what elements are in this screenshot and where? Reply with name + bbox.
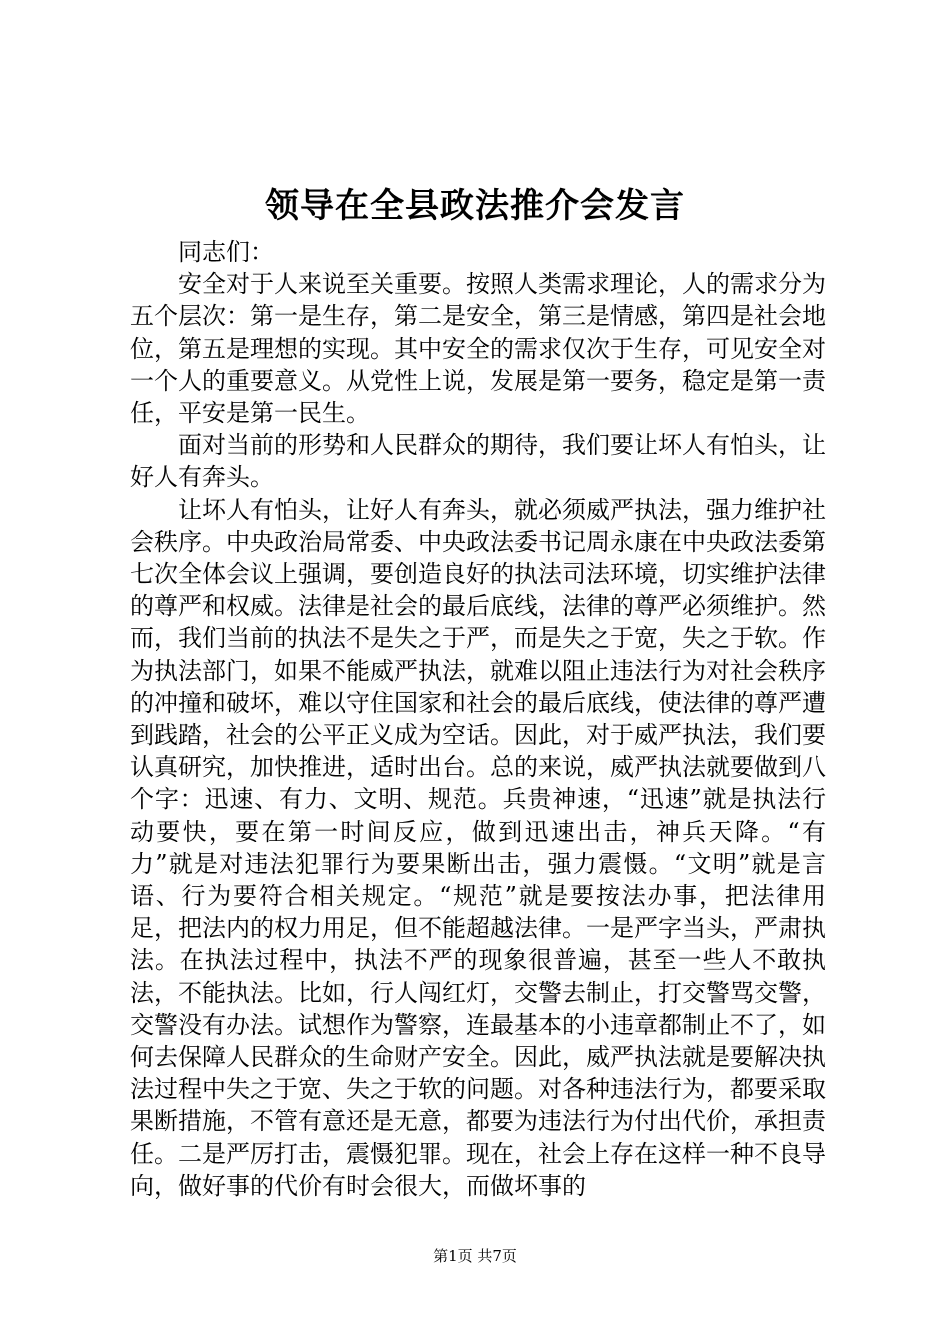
salutation: 同志们： [178, 238, 274, 266]
page-footer: 第1页 共7页 [433, 1247, 517, 1265]
paragraph: 面对当前的形势和人民群众的期待，我们要让坏人有怕头，让好人有奔头。 [130, 431, 826, 492]
document-title: 领导在全县政法推介会发言 [265, 186, 685, 226]
paragraph: 让坏人有怕头，让好人有奔头，就必须威严执法，强力维护社会秩序。中央政治局常委、中央政法委书记周永康在中央政法委第七次全体会议上强调，要创造良好的执法司法环境，切实维护法律的尊严和权威。法律是社会的最后底线，法律的尊严必须维护。然而，我们当前的执法不是失之于严，而是失之于宽，失之于软。作为执法部门，如果不能威严执法，就难以阻止违法行为对社会秩序的冲撞和破坏，难以守住国家和社会的最后底线，使法律的尊严遭到践踏，社会的公平正义成为空话。因此，对于威严执法，我们要认真研究，加快推进，适时出台。总的来说，威严执法就要做到八个字：迅速、有力、文明、规范。兵贵神速，“迅速”就是执法行动要快，要在第一时间反应，做到迅速出击，神兵天降。“有力”就是对违法犯罪行为要果断出击，强力震慑。“文明”就是言语、行为要符合相关规定。“规范”就是要按法办事，把法律用足，把法内的权力用足，但不能超越法律。一是严字当头，严肃执法。在执法过程中，执法不严的现象很普遍，甚至一些人不敢执法，不能执法。比如，行人闯红灯，交警去制止，打交警骂交警，交警没有办法。试想作为警察，连最基本的小违章都制止不了，如何去保障人民群众的生命财产安全。因此，威严执法就是要解决执法过程中失之于宽、失之于软的问题。对各种违法行为，都要采取果断措施，不管有意还是无意，都要为违法行为付出代价，承担责任。二是严厉打击，震慑犯罪。现在，社会上存在这样一种不良导向，做好事的代价有时会很大，而做坏事的 [130, 495, 826, 1200]
paragraph: 安全对于人来说至关重要。按照人类需求理论，人的需求分为五个层次：第一是生存，第二是安全，第三是情感，第四是社会地位，第五是理想的实现。其中安全的需求仅次于生存，可见安全对一个人的重要意义。从党性上说，发展是第一要务，稳定是第一责任，平安是第一民生。 [130, 270, 826, 428]
document-body [130, 236, 826, 1202]
